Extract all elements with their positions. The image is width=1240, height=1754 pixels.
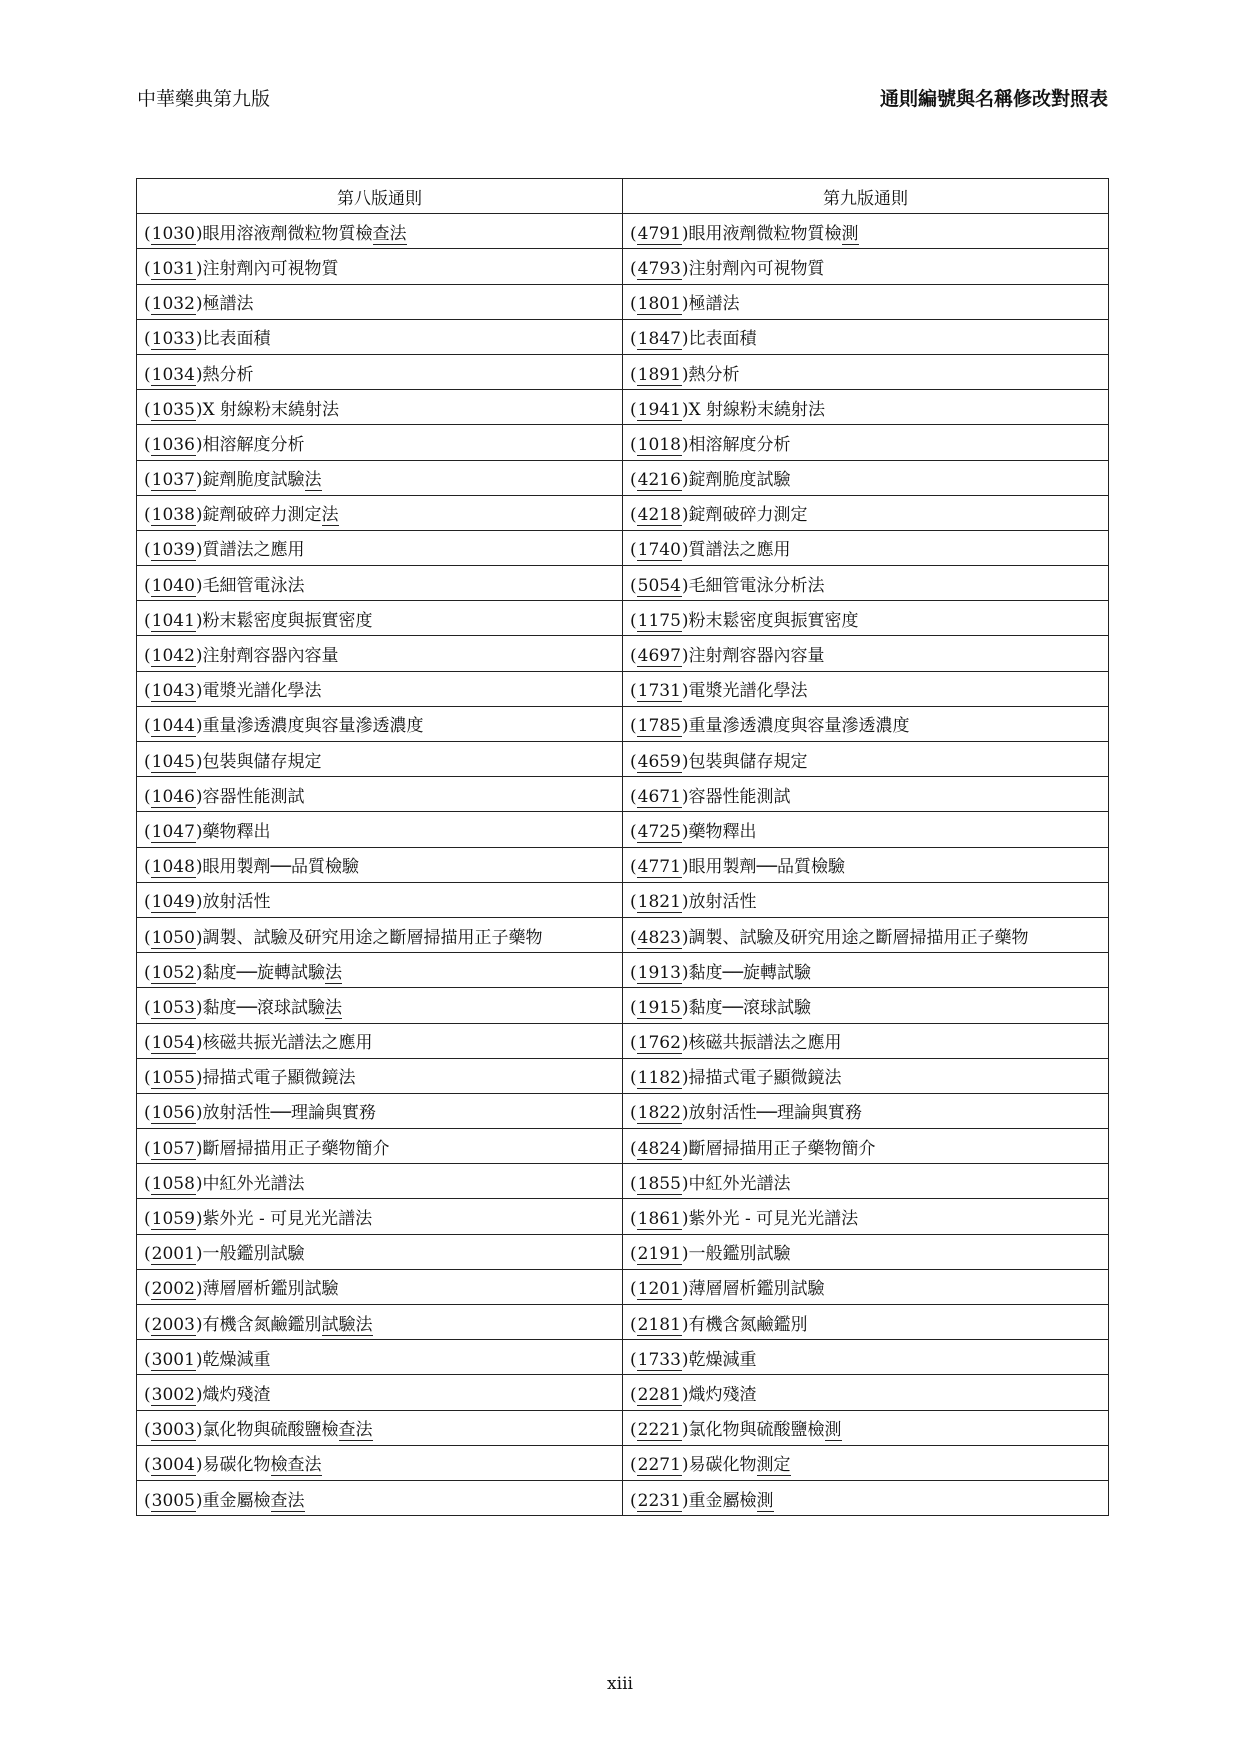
revised-text: 查法 [270, 1490, 305, 1511]
cell-eighth-edition: (1035)X 射線粉末繞射法 [137, 390, 623, 425]
chapter-name: 極譜法 [202, 294, 254, 315]
cell-eighth-edition: (1053)黏度──滾球試驗法 [137, 988, 623, 1023]
chapter-name: 黏度──滾球試驗 [688, 997, 812, 1018]
table-header-row [137, 179, 1109, 214]
chapter-code: 2221 [637, 1420, 681, 1441]
cell-ninth-edition: (2271)易碳化物測定 [623, 1445, 1109, 1480]
cell-eighth-edition: (3004)易碳化物檢查法 [137, 1445, 623, 1480]
chapter-name: 有機含氮鹼鑑別 [688, 1314, 808, 1335]
cell-eighth-edition: (1044)重量滲透濃度與容量滲透濃度 [137, 706, 623, 741]
chapter-code: 1821 [637, 892, 681, 913]
table-row [137, 601, 1109, 636]
cell-ninth-edition: (1785)重量滲透濃度與容量滲透濃度 [623, 706, 1109, 741]
cell-eighth-edition: (1058)中紅外光譜法 [137, 1164, 623, 1199]
chapter-name: 紫外光 - 可見光光譜法 [202, 1209, 373, 1230]
chapter-name: 注射劑容器內容量 [202, 646, 339, 667]
chapter-code: 1033 [151, 329, 195, 350]
table-row [137, 988, 1109, 1023]
chapter-name: 掃描式電子顯微鏡法 [202, 1068, 356, 1089]
chapter-code: 2002 [151, 1279, 195, 1300]
chapter-name: 比表面積 [202, 329, 271, 350]
chapter-code: 1042 [151, 646, 195, 667]
chapter-name: 毛細管電泳分析法 [688, 575, 825, 596]
table-row [137, 917, 1109, 952]
chapter-name: 注射劑容器內容量 [688, 646, 825, 667]
table-row [137, 1164, 1109, 1199]
chapter-name: X 射線粉末繞射法 [202, 399, 340, 420]
cell-ninth-edition: (4218)錠劑破碎力測定 [623, 495, 1109, 530]
cell-eighth-edition: (1057)斷層掃描用正子藥物簡介 [137, 1129, 623, 1164]
chapter-name: 眼用製劑──品質檢驗 [688, 857, 846, 878]
table-row [137, 1305, 1109, 1340]
chapter-name: 氯化物與硫酸鹽檢查法 [202, 1420, 373, 1441]
chapter-name: 藥物釋出 [688, 821, 757, 842]
cell-eighth-edition: (1043)電漿光譜化學法 [137, 671, 623, 706]
chapter-code: 1045 [151, 751, 195, 772]
chapter-name: 電漿光譜化學法 [202, 681, 322, 702]
chapter-code: 1801 [637, 294, 681, 315]
column-header-ninth-edition: 第九版通則 [623, 179, 1109, 214]
chapter-name: 眼用液劑微粒物質檢測 [688, 223, 859, 244]
table-row [137, 460, 1109, 495]
chapter-code: 1031 [151, 258, 195, 279]
table-body [137, 214, 1109, 1516]
chapter-code: 4216 [637, 470, 681, 491]
cell-eighth-edition: (1033)比表面積 [137, 319, 623, 354]
cell-eighth-edition: (1052)黏度──旋轉試驗法 [137, 953, 623, 988]
table-row [137, 390, 1109, 425]
table-row [137, 847, 1109, 882]
chapter-code: 3001 [151, 1349, 195, 1370]
chapter-code: 1036 [151, 434, 195, 455]
chapter-code: 1046 [151, 786, 195, 807]
revised-text: 查法 [338, 1420, 373, 1441]
chapter-code: 1052 [151, 962, 195, 983]
chapter-name: 熾灼殘渣 [202, 1384, 271, 1405]
chapter-code: 1822 [637, 1103, 681, 1124]
table-row [137, 1269, 1109, 1304]
chapter-name: X 射線粉末繞射法 [688, 399, 826, 420]
cell-eighth-edition: (3005)重金屬檢查法 [137, 1480, 623, 1515]
cell-ninth-edition: (1891)熱分析 [623, 354, 1109, 389]
chapter-name: 黏度──旋轉試驗 [688, 962, 812, 983]
chapter-code: 1049 [151, 892, 195, 913]
cell-ninth-edition: (1762)核磁共振譜法之應用 [623, 1023, 1109, 1058]
cell-eighth-edition: (1055)掃描式電子顯微鏡法 [137, 1058, 623, 1093]
cell-eighth-edition: (2002)薄層層析鑑別試驗 [137, 1269, 623, 1304]
chapter-name: 藥物釋出 [202, 821, 271, 842]
chapter-name: 眼用溶液劑微粒物質檢查法 [202, 223, 407, 244]
table-row [137, 1445, 1109, 1480]
table-row [137, 1199, 1109, 1234]
chapter-code: 1056 [151, 1103, 195, 1124]
chapter-code: 1059 [151, 1209, 195, 1230]
cell-ninth-edition: (2181)有機含氮鹼鑑別 [623, 1305, 1109, 1340]
chapter-name: 核磁共振譜法之應用 [688, 1033, 842, 1054]
chapter-name: 相溶解度分析 [688, 434, 791, 455]
cell-ninth-edition: (4216)錠劑脆度試驗 [623, 460, 1109, 495]
chapter-name: 放射活性──理論與實務 [202, 1103, 377, 1124]
cell-ninth-edition: (2191)一般鑑別試驗 [623, 1234, 1109, 1269]
table-row [137, 1340, 1109, 1375]
chapter-code: 1201 [637, 1279, 681, 1300]
table-row [137, 777, 1109, 812]
revised-text: 測 [824, 1420, 842, 1441]
chapter-code: 1034 [151, 364, 195, 385]
chapter-name: 極譜法 [688, 294, 740, 315]
chapter-name: 眼用製劑──品質檢驗 [202, 857, 360, 878]
cell-ninth-edition: (1731)電漿光譜化學法 [623, 671, 1109, 706]
chapter-name: 氯化物與硫酸鹽檢測 [688, 1420, 842, 1441]
chapter-code: 5054 [637, 575, 681, 596]
chapter-name: 調製、試驗及研究用途之斷層掃描用正子藥物 [202, 927, 543, 948]
cell-eighth-edition: (1030)眼用溶液劑微粒物質檢查法 [137, 214, 623, 249]
revised-text: 法 [325, 997, 343, 1018]
table-row [137, 953, 1109, 988]
cell-ninth-edition: (1822)放射活性──理論與實務 [623, 1093, 1109, 1128]
chapter-name: 掃描式電子顯微鏡法 [688, 1068, 842, 1089]
cell-ninth-edition: (1740)質譜法之應用 [623, 530, 1109, 565]
cell-eighth-edition: (2001)一般鑑別試驗 [137, 1234, 623, 1269]
cell-ninth-edition: (4824)斷層掃描用正子藥物簡介 [623, 1129, 1109, 1164]
chapter-name: 錠劑破碎力測定法 [202, 505, 339, 526]
chapter-code: 1035 [151, 399, 195, 420]
table-row [137, 1058, 1109, 1093]
cell-eighth-edition: (1048)眼用製劑──品質檢驗 [137, 847, 623, 882]
cell-eighth-edition: (1054)核磁共振光譜法之應用 [137, 1023, 623, 1058]
chapter-name: 質譜法之應用 [202, 540, 305, 561]
revised-text: 測 [841, 223, 859, 244]
cell-ninth-edition: (1855)中紅外光譜法 [623, 1164, 1109, 1199]
revised-text: 法 [321, 505, 339, 526]
chapter-name: 重金屬檢測 [688, 1490, 774, 1511]
chapter-name: 重量滲透濃度與容量滲透濃度 [688, 716, 910, 737]
cell-ninth-edition: (2281)熾灼殘渣 [623, 1375, 1109, 1410]
chapter-code: 1032 [151, 294, 195, 315]
revised-text: 法 [325, 962, 343, 983]
chapter-name: 斷層掃描用正子藥物簡介 [202, 1138, 390, 1159]
chapter-code: 2271 [637, 1455, 681, 1476]
chapter-code: 1861 [637, 1209, 681, 1230]
running-header-left: 中華藥典第九版 [137, 88, 271, 110]
chapter-name: 注射劑內可視物質 [688, 258, 825, 279]
chapter-code: 1733 [637, 1349, 681, 1370]
chapter-name: 中紅外光譜法 [688, 1173, 791, 1194]
cell-eighth-edition: (1042)注射劑容器內容量 [137, 636, 623, 671]
chapter-code: 1175 [637, 610, 681, 631]
chapter-code: 1048 [151, 857, 195, 878]
chapter-name: 乾燥減重 [202, 1349, 271, 1370]
revised-text: 法 [304, 470, 322, 491]
chapter-name: 容器性能測試 [202, 786, 305, 807]
chapter-name: 重量滲透濃度與容量滲透濃度 [202, 716, 424, 737]
chapter-code: 3002 [151, 1384, 195, 1405]
chapter-code: 4791 [637, 223, 681, 244]
chapter-name: 核磁共振光譜法之應用 [202, 1033, 373, 1054]
cell-ninth-edition: (4659)包裝與儲存規定 [623, 742, 1109, 777]
chapter-code: 2001 [151, 1244, 195, 1265]
chapter-name: 熱分析 [688, 364, 740, 385]
table-row [137, 354, 1109, 389]
chapter-code: 1740 [637, 540, 681, 561]
cell-ninth-edition: (1733)乾燥減重 [623, 1340, 1109, 1375]
cell-ninth-edition: (1801)極譜法 [623, 284, 1109, 319]
table-row [137, 1410, 1109, 1445]
table-row [137, 882, 1109, 917]
cell-eighth-edition: (1049)放射活性 [137, 882, 623, 917]
cell-ninth-edition: (1182)掃描式電子顯微鏡法 [623, 1058, 1109, 1093]
chapter-code: 2231 [637, 1490, 681, 1511]
table-row [137, 671, 1109, 706]
chapter-name: 錠劑破碎力測定 [688, 505, 808, 526]
chapter-code: 1041 [151, 610, 195, 631]
chapter-code: 1030 [151, 223, 195, 244]
chapter-name: 粉末鬆密度與振實密度 [688, 610, 859, 631]
chapter-code: 1847 [637, 329, 681, 350]
table-row [137, 1129, 1109, 1164]
chapter-name: 質譜法之應用 [688, 540, 791, 561]
column-header-eighth-edition: 第八版通則 [137, 179, 623, 214]
chapter-code: 1043 [151, 681, 195, 702]
cell-eighth-edition: (3003)氯化物與硫酸鹽檢查法 [137, 1410, 623, 1445]
running-header-right: 通則編號與名稱修改對照表 [879, 88, 1108, 110]
chapter-name: 黏度──滾球試驗法 [202, 997, 343, 1018]
cell-eighth-edition: (1034)熱分析 [137, 354, 623, 389]
table-row [137, 1480, 1109, 1515]
chapter-code: 2191 [637, 1244, 681, 1265]
chapter-code: 1855 [637, 1173, 681, 1194]
cell-eighth-edition: (1059)紫外光 - 可見光光譜法 [137, 1199, 623, 1234]
table-row [137, 214, 1109, 249]
chapter-name: 紫外光 - 可見光光譜法 [688, 1209, 859, 1230]
table-row [137, 706, 1109, 741]
chapter-name: 包裝與儲存規定 [688, 751, 808, 772]
chapter-code: 1044 [151, 716, 195, 737]
chapter-name: 黏度──旋轉試驗法 [202, 962, 343, 983]
page-number: xiii [607, 1674, 633, 1694]
chapter-name: 相溶解度分析 [202, 434, 305, 455]
chapter-name: 一般鑑別試驗 [688, 1244, 791, 1265]
table-row [137, 495, 1109, 530]
cell-ninth-edition: (1861)紫外光 - 可見光光譜法 [623, 1199, 1109, 1234]
table-row [137, 566, 1109, 601]
chapter-name: 熾灼殘渣 [688, 1384, 757, 1405]
chapter-code: 3005 [151, 1490, 195, 1511]
cell-ninth-edition: (4793)注射劑內可視物質 [623, 249, 1109, 284]
chapter-code: 1913 [637, 962, 681, 983]
revised-text: 測 [756, 1490, 774, 1511]
chapter-name: 熱分析 [202, 364, 254, 385]
table-row [137, 742, 1109, 777]
chapter-code: 1055 [151, 1068, 195, 1089]
cell-ninth-edition: (4823)調製、試驗及研究用途之斷層掃描用正子藥物 [623, 917, 1109, 952]
cell-ninth-edition: (2231)重金屬檢測 [623, 1480, 1109, 1515]
chapter-code: 4671 [637, 786, 681, 807]
chapter-code: 1040 [151, 575, 195, 596]
revised-text: 測定 [756, 1455, 791, 1476]
chapter-code: 1731 [637, 681, 681, 702]
cell-eighth-edition: (1036)相溶解度分析 [137, 425, 623, 460]
cell-ninth-edition: (4791)眼用液劑微粒物質檢測 [623, 214, 1109, 249]
cell-ninth-edition: (2221)氯化物與硫酸鹽檢測 [623, 1410, 1109, 1445]
chapter-code: 4218 [637, 505, 681, 526]
cell-eighth-edition: (1046)容器性能測試 [137, 777, 623, 812]
table-row [137, 530, 1109, 565]
chapter-code: 1050 [151, 927, 195, 948]
cell-eighth-edition: (1050)調製、試驗及研究用途之斷層掃描用正子藥物 [137, 917, 623, 952]
chapter-name: 粉末鬆密度與振實密度 [202, 610, 373, 631]
cell-ninth-edition: (4697)注射劑容器內容量 [623, 636, 1109, 671]
chapter-code: 3004 [151, 1455, 195, 1476]
chapter-name: 乾燥減重 [688, 1349, 757, 1370]
cell-ninth-edition: (1913)黏度──旋轉試驗 [623, 953, 1109, 988]
table-row [137, 425, 1109, 460]
chapter-name: 注射劑內可視物質 [202, 258, 339, 279]
table-row [137, 1234, 1109, 1269]
revised-text: 試驗法 [321, 1314, 373, 1335]
chapter-name: 調製、試驗及研究用途之斷層掃描用正子藥物 [688, 927, 1029, 948]
chapter-code: 2281 [637, 1384, 681, 1405]
cell-eighth-edition: (1041)粉末鬆密度與振實密度 [137, 601, 623, 636]
cell-eighth-edition: (1039)質譜法之應用 [137, 530, 623, 565]
chapter-code: 4697 [637, 646, 681, 667]
revised-text: 檢查法 [270, 1455, 322, 1476]
chapter-name: 放射活性──理論與實務 [688, 1103, 863, 1124]
chapter-code: 1941 [637, 399, 681, 420]
table-row [137, 249, 1109, 284]
chapter-code: 1047 [151, 821, 195, 842]
chapter-code: 1785 [637, 716, 681, 737]
chapter-code: 1891 [637, 364, 681, 385]
chapter-name: 重金屬檢查法 [202, 1490, 305, 1511]
table-row [137, 319, 1109, 354]
cell-ninth-edition: (5054)毛細管電泳分析法 [623, 566, 1109, 601]
chapter-code: 1053 [151, 997, 195, 1018]
chapter-code: 4659 [637, 751, 681, 772]
cell-eighth-edition: (1038)錠劑破碎力測定法 [137, 495, 623, 530]
chapter-name: 斷層掃描用正子藥物簡介 [688, 1138, 876, 1159]
chapter-code: 2003 [151, 1314, 195, 1335]
chapter-name: 一般鑑別試驗 [202, 1244, 305, 1265]
cell-eighth-edition: (1045)包裝與儲存規定 [137, 742, 623, 777]
table-row [137, 1093, 1109, 1128]
chapter-name: 薄層層析鑑別試驗 [202, 1279, 339, 1300]
chapter-name: 包裝與儲存規定 [202, 751, 322, 772]
table-row [137, 636, 1109, 671]
chapter-name: 容器性能測試 [688, 786, 791, 807]
chapter-code: 1915 [637, 997, 681, 1018]
chapter-code: 1762 [637, 1033, 681, 1054]
cell-ninth-edition: (1915)黏度──滾球試驗 [623, 988, 1109, 1023]
cell-eighth-edition: (1037)錠劑脆度試驗法 [137, 460, 623, 495]
cell-ninth-edition: (1018)相溶解度分析 [623, 425, 1109, 460]
chapter-code: 4823 [637, 927, 681, 948]
chapter-code: 1058 [151, 1173, 195, 1194]
chapter-code: 1037 [151, 470, 195, 491]
table-row [137, 812, 1109, 847]
chapter-code: 4793 [637, 258, 681, 279]
chapter-code: 1038 [151, 505, 195, 526]
cell-ninth-edition: (1201)薄層層析鑑別試驗 [623, 1269, 1109, 1304]
chapter-code: 4771 [637, 857, 681, 878]
table-row [137, 1375, 1109, 1410]
cell-ninth-edition: (1941)X 射線粉末繞射法 [623, 390, 1109, 425]
cell-eighth-edition: (1047)藥物釋出 [137, 812, 623, 847]
cell-eighth-edition: (1056)放射活性──理論與實務 [137, 1093, 623, 1128]
cell-ninth-edition: (4771)眼用製劑──品質檢驗 [623, 847, 1109, 882]
chapter-name: 易碳化物檢查法 [202, 1455, 322, 1476]
cell-ninth-edition: (4725)藥物釋出 [623, 812, 1109, 847]
cell-ninth-edition: (1821)放射活性 [623, 882, 1109, 917]
chapter-name: 電漿光譜化學法 [688, 681, 808, 702]
table-row [137, 284, 1109, 319]
cell-eighth-edition: (3001)乾燥減重 [137, 1340, 623, 1375]
chapter-code: 1054 [151, 1033, 195, 1054]
cell-ninth-edition: (1847)比表面積 [623, 319, 1109, 354]
chapter-name: 放射活性 [688, 892, 757, 913]
chapter-name: 錠劑脆度試驗法 [202, 470, 322, 491]
cell-ninth-edition: (1175)粉末鬆密度與振實密度 [623, 601, 1109, 636]
chapter-code: 4725 [637, 821, 681, 842]
cell-eighth-edition: (2003)有機含氮鹼鑑別試驗法 [137, 1305, 623, 1340]
chapter-name: 薄層層析鑑別試驗 [688, 1279, 825, 1300]
chapter-name: 易碳化物測定 [688, 1455, 791, 1476]
chapter-code: 4824 [637, 1138, 681, 1159]
cell-eighth-edition: (3002)熾灼殘渣 [137, 1375, 623, 1410]
cell-ninth-edition: (4671)容器性能測試 [623, 777, 1109, 812]
chapter-name: 毛細管電泳法 [202, 575, 305, 596]
chapter-name: 錠劑脆度試驗 [688, 470, 791, 491]
chapter-name: 比表面積 [688, 329, 757, 350]
chapter-code: 1182 [637, 1068, 681, 1089]
cell-eighth-edition: (1040)毛細管電泳法 [137, 566, 623, 601]
chapter-name: 放射活性 [202, 892, 271, 913]
chapter-code: 3003 [151, 1420, 195, 1441]
chapter-code: 1057 [151, 1138, 195, 1159]
chapter-code: 1018 [637, 434, 681, 455]
cell-eighth-edition: (1032)極譜法 [137, 284, 623, 319]
comparison-table [136, 178, 1109, 1516]
chapter-name: 中紅外光譜法 [202, 1173, 305, 1194]
chapter-code: 2181 [637, 1314, 681, 1335]
revised-text: 查法 [372, 223, 407, 244]
cell-eighth-edition: (1031)注射劑內可視物質 [137, 249, 623, 284]
chapter-name: 有機含氮鹼鑑別試驗法 [202, 1314, 373, 1335]
chapter-code: 1039 [151, 540, 195, 561]
table-row [137, 1023, 1109, 1058]
